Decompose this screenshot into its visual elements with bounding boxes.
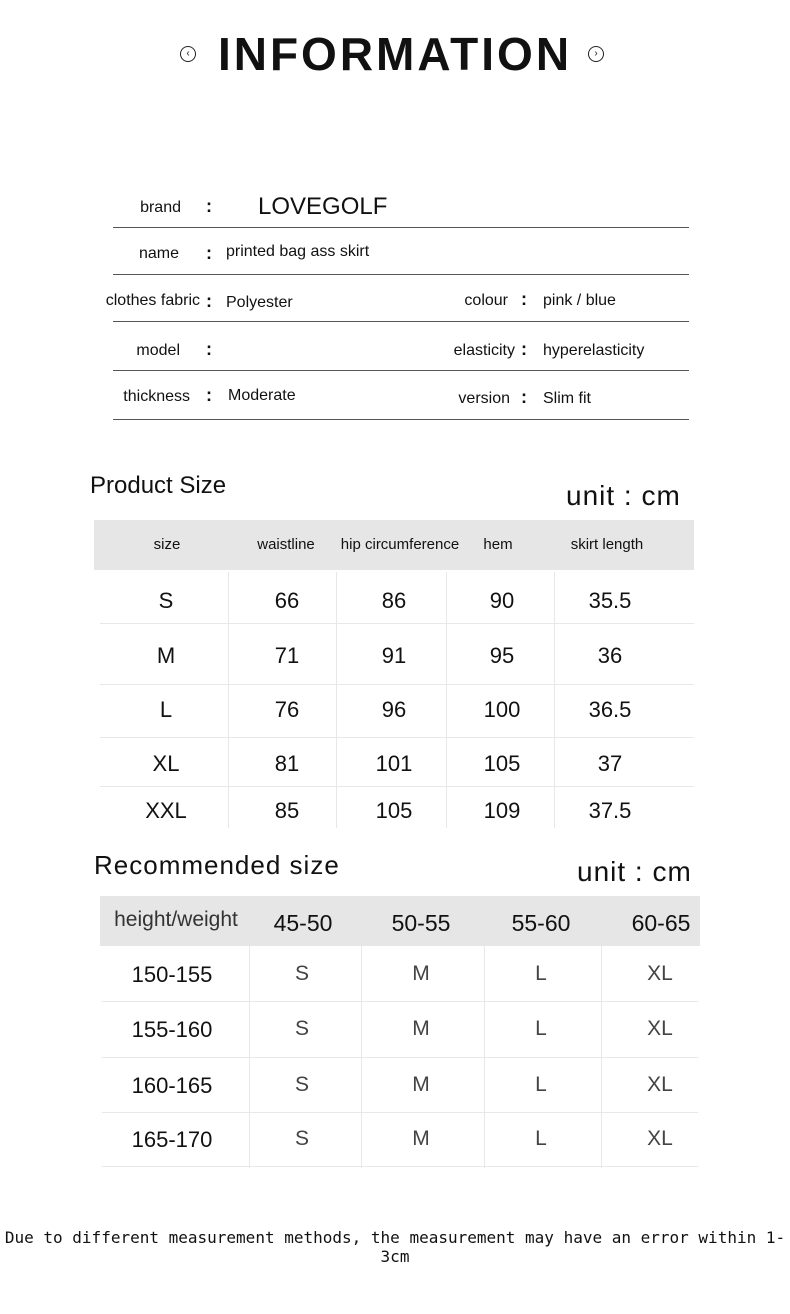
recommended-size-cell: L: [535, 1127, 547, 1150]
table-cell: 81: [274, 751, 300, 776]
recommended-size-cell: S: [294, 1073, 309, 1096]
divider: [113, 321, 689, 322]
table-cell: 109: [483, 798, 521, 823]
fabric-label: clothes fabric: [105, 292, 200, 309]
table-cell: 36.5: [588, 697, 632, 722]
table-cell: 105: [483, 751, 521, 776]
height-range-label: 160-165: [131, 1073, 213, 1098]
recommended-size-cell: XL: [647, 1127, 673, 1150]
recommended-size-cell: S: [294, 1127, 309, 1150]
brand-colon: :: [206, 196, 212, 216]
table-cell: 105: [375, 798, 413, 823]
table-cell: 90: [489, 588, 515, 613]
product-size-column-header: size: [153, 536, 181, 553]
name-value: printed bag ass skirt: [226, 243, 370, 260]
height-range-label: 155-160: [131, 1017, 213, 1042]
grid-line: [554, 572, 555, 828]
recommended-size-cell: M: [412, 1073, 430, 1096]
table-cell: 86: [381, 588, 407, 613]
version-label: version: [458, 390, 510, 407]
recommended-size-cell: XL: [647, 1017, 673, 1040]
size-label: XXL: [145, 798, 187, 823]
elasticity-colon: :: [521, 339, 527, 359]
name-colon: :: [206, 243, 212, 263]
table-cell: 76: [274, 697, 300, 722]
recommended-size-cell: M: [412, 962, 430, 985]
recommended-size-cell: XL: [647, 962, 673, 985]
grid-line: [100, 786, 694, 787]
height-range-label: 150-155: [131, 962, 213, 987]
table-cell: 101: [375, 751, 413, 776]
grid-line: [100, 684, 694, 685]
recommended-size-column-header: 55-60: [511, 910, 571, 936]
colour-value: pink / blue: [543, 292, 616, 309]
colour-colon: :: [521, 289, 527, 309]
recommended-size-column-header: height/weight: [114, 908, 238, 931]
colour-label: colour: [464, 292, 508, 309]
recommended-size-unit: unit : cm: [577, 856, 692, 887]
table-cell: 71: [274, 643, 300, 668]
grid-line: [228, 572, 229, 828]
table-cell: 100: [483, 697, 521, 722]
product-size-column-header: hem: [483, 536, 513, 553]
recommended-size-column-header: 60-65: [631, 910, 691, 936]
size-label: S: [158, 588, 174, 613]
table-cell: 91: [381, 643, 407, 668]
divider: [113, 419, 689, 420]
product-size-unit: unit : cm: [566, 480, 681, 511]
grid-line: [100, 623, 694, 624]
recommended-size-cell: S: [294, 1017, 309, 1040]
chevron-left-icon: ‹: [180, 46, 196, 62]
size-label: M: [156, 643, 176, 668]
table-cell: 37.5: [588, 798, 632, 823]
recommended-size-cell: L: [535, 962, 547, 985]
grid-line: [102, 1001, 698, 1002]
grid-line: [336, 572, 337, 828]
elasticity-label: elasticity: [453, 342, 515, 359]
model-label: model: [136, 342, 180, 359]
grid-line: [446, 572, 447, 828]
product-size-column-header: hip circumference: [340, 536, 460, 553]
product-size-column-header: skirt length: [570, 536, 644, 553]
version-value: Slim fit: [543, 390, 591, 407]
page-title: INFORMATION: [217, 28, 573, 80]
table-cell: 37: [597, 751, 623, 776]
model-colon: :: [206, 339, 212, 359]
table-cell: 96: [381, 697, 407, 722]
divider: [113, 274, 689, 275]
grid-line: [102, 1112, 698, 1113]
table-cell: 95: [489, 643, 515, 668]
recommended-size-cell: L: [535, 1017, 547, 1040]
table-cell: 35.5: [588, 588, 632, 613]
brand-label: brand: [140, 199, 181, 216]
recommended-size-cell: S: [294, 962, 309, 985]
brand-value: LOVEGOLF: [258, 193, 388, 220]
recommended-size-cell: L: [535, 1073, 547, 1096]
thickness-label: thickness: [123, 388, 190, 405]
thickness-colon: :: [206, 385, 212, 405]
recommended-size-title: Recommended size: [94, 850, 340, 880]
chevron-right-icon: ›: [588, 46, 604, 62]
recommended-size-cell: XL: [647, 1073, 673, 1096]
table-cell: 66: [274, 588, 300, 613]
fabric-colon: :: [206, 291, 212, 311]
fabric-value: Polyester: [226, 294, 293, 311]
grid-line: [100, 737, 694, 738]
recommended-size-column-header: 45-50: [273, 910, 333, 936]
divider: [113, 370, 689, 371]
name-label: name: [138, 245, 179, 262]
size-label: XL: [152, 751, 180, 776]
divider: [113, 227, 689, 228]
height-range-label: 165-170: [131, 1127, 213, 1152]
thickness-value: Moderate: [228, 387, 296, 404]
grid-line: [102, 1166, 698, 1167]
recommended-size-column-header: 50-55: [391, 910, 451, 936]
product-size-column-header: waistline: [257, 536, 315, 553]
grid-line: [102, 1057, 698, 1058]
elasticity-value: hyperelasticity: [543, 342, 645, 359]
measurement-note: Due to different measurement methods, the measurement may have an error within 1-3cm: [4, 1228, 786, 1266]
recommended-size-cell: M: [412, 1017, 430, 1040]
table-cell: 36: [597, 643, 623, 668]
size-label: L: [159, 697, 173, 722]
product-size-title: Product Size: [90, 472, 227, 499]
recommended-size-cell: M: [412, 1127, 430, 1150]
version-colon: :: [521, 387, 527, 407]
table-cell: 85: [274, 798, 300, 823]
